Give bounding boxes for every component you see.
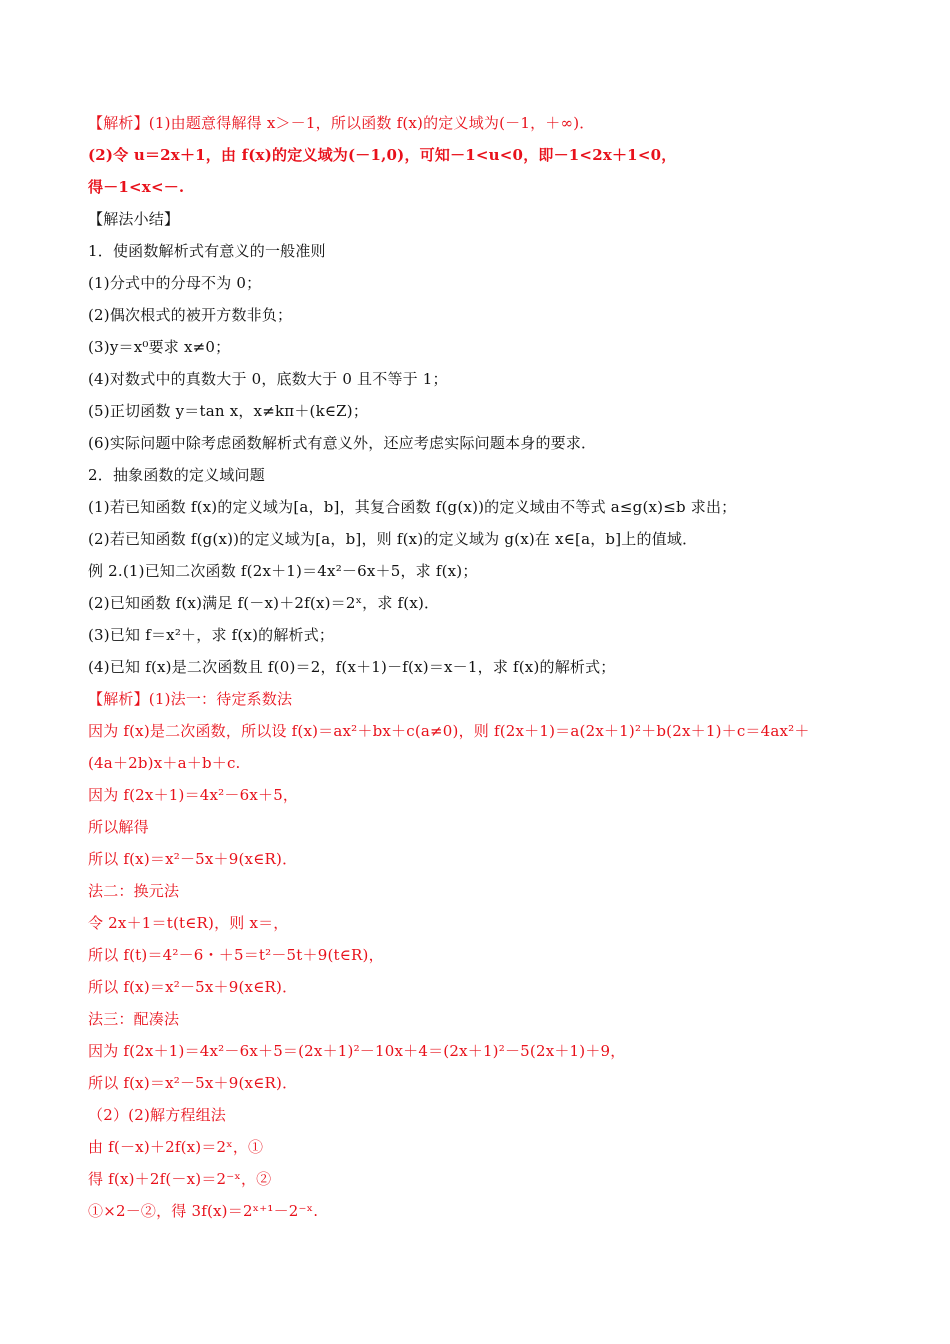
analysis-line-1: 【解析】(1)由题意得解得 x＞－1，所以函数 f(x)的定义域为(－1，＋∞)．: [88, 114, 595, 132]
summary-item-3: (3)y＝x⁰要求 x≠0；: [88, 338, 231, 356]
method-3-heading: 法三：配凑法: [88, 1010, 180, 1028]
summary-item-4: (4)对数式中的真数大于 0，底数大于 0 且不等于 1；: [88, 370, 448, 388]
summary-item-5: (5)正切函数 y＝tan x，x≠kπ＋(k∈Z)；: [88, 402, 369, 420]
example-2-part-1: 例 2.(1)已知二次函数 f(2x＋1)＝4x²－6x＋5，求 f(x)；: [88, 562, 478, 580]
solution-line: 所以 f(x)＝x²－5x＋9(x∈R)．: [88, 978, 298, 996]
summary-item-1: (1)分式中的分母不为 0；: [88, 274, 262, 292]
solution-line: 所以 f(x)＝x²－5x＋9(x∈R)．: [88, 850, 298, 868]
analysis-line-3: 得－1<x<－.: [88, 178, 185, 196]
solution-line: 令 2x＋1＝t(t∈R)，则 x＝，: [88, 914, 289, 932]
equation-1: 由 f(－x)＋2f(x)＝2ˣ，①: [88, 1138, 264, 1156]
summary-rule-1: 1．使函数解析式有意义的一般准则: [88, 242, 326, 260]
solution-line: 因为 f(2x＋1)＝4x²－6x＋5，: [88, 786, 299, 804]
part-2-heading: （2）(2)解方程组法: [88, 1106, 226, 1124]
solution-line: 因为 f(x)是二次函数，所以设 f(x)＝ax²＋bx＋c(a≠0)，则 f(2x＋1)＝a(2x＋1)²＋b(2x＋1)＋c＝4ax²＋: [88, 722, 810, 740]
solution-line: 所以解得: [88, 818, 149, 836]
summary-heading: 【解法小结】: [88, 210, 180, 228]
equation-combination: ①×2－②，得 3f(x)＝2ˣ⁺¹－2⁻ˣ.: [88, 1202, 319, 1220]
solution-line: 因为 f(2x＋1)＝4x²－6x＋5＝(2x＋1)²－10x＋4＝(2x＋1)²－5(2x＋1)＋9，: [88, 1042, 626, 1060]
solution-heading: 【解析】(1)法一：待定系数法: [88, 690, 293, 708]
summary-item-2: (2)偶次根式的被开方数非负；: [88, 306, 293, 324]
summary-rule-2: 2．抽象函数的定义域问题: [88, 466, 265, 484]
equation-2: 得 f(x)＋2f(－x)＝2⁻ˣ，②: [88, 1170, 272, 1188]
method-2-heading: 法二：换元法: [88, 882, 180, 900]
summary-domain-2: (2)若已知函数 f(g(x))的定义域为[a，b]，则 f(x)的定义域为 g(x)在 x∈[a，b]上的值域．: [88, 530, 698, 548]
solution-line: 所以 f(x)＝x²－5x＋9(x∈R)．: [88, 1074, 298, 1092]
summary-item-6: (6)实际问题中除考虑函数解析式有意义外，还应考虑实际问题本身的要求．: [88, 434, 597, 452]
example-2-part-3: (3)已知 f＝x²＋，求 f(x)的解析式；: [88, 626, 335, 644]
summary-domain-1: (1)若已知函数 f(x)的定义域为[a，b]，其复合函数 f(g(x))的定义域由不等式 a≤g(x)≤b 求出；: [88, 498, 737, 516]
example-2-part-2: (2)已知函数 f(x)满足 f(－x)＋2f(x)＝2ˣ，求 f(x)．: [88, 594, 440, 612]
solution-line: (4a＋2b)x＋a＋b＋c.: [88, 754, 241, 772]
example-2-part-4: (4)已知 f(x)是二次函数且 f(0)＝2，f(x＋1)－f(x)＝x－1，求 f(x)的解析式；: [88, 658, 616, 676]
solution-line: 所以 f(t)＝4²－6・＋5＝t²－5t＋9(t∈R)，: [88, 946, 384, 964]
analysis-line-2: (2)令 u＝2x＋1，由 f(x)的定义域为(－1,0)，可知－1<u<0，即－1<2x＋1<0，: [88, 146, 677, 164]
